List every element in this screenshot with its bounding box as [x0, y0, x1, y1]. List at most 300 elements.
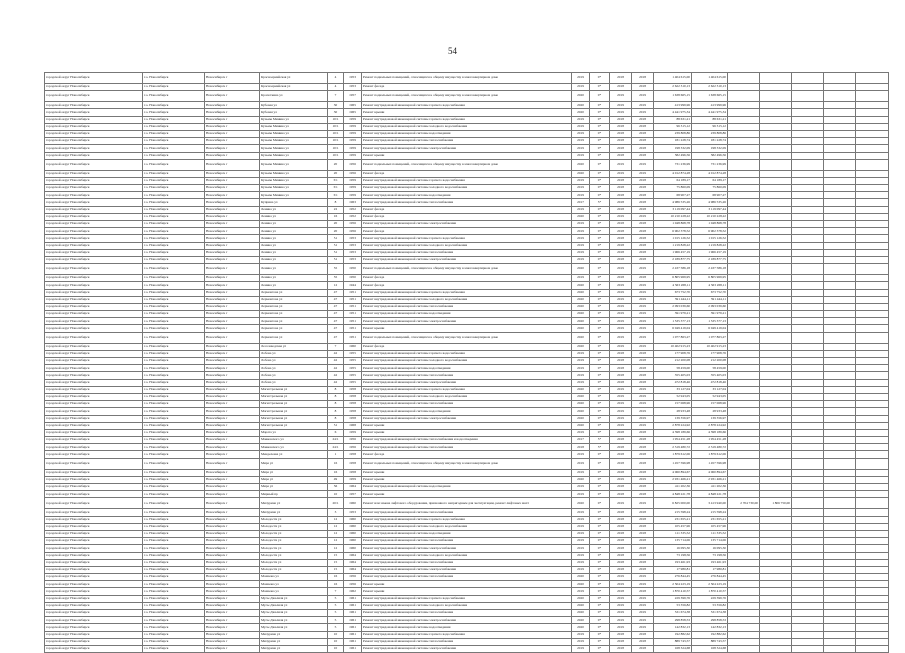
- cell-e1: [792, 559, 824, 566]
- cell-y1: 2020: [572, 581, 590, 588]
- cell-s1: 10 402 915,23: [654, 343, 692, 350]
- cell-p: 0*: [590, 422, 610, 429]
- cell-s2: 6 902 378,52: [692, 228, 728, 235]
- cell-work: Ремонт или замена лифтового оборудования, признанного непригодным для эксплуатации, ремонт лифтовых шахт: [362, 498, 572, 509]
- cell-h: 51: [328, 256, 344, 263]
- cell-city: г.о. Новосибирск: [143, 116, 205, 123]
- table-row: [45, 538, 889, 545]
- cell-loc: Новосибирск г: [205, 386, 260, 393]
- cell-e3: [856, 325, 889, 332]
- cell-yr: 1955: [344, 350, 362, 357]
- cell-s4: [760, 102, 792, 109]
- cell-e2: [824, 498, 856, 509]
- cell-street: Ленина ул: [260, 282, 328, 289]
- cell-yr: 1956: [344, 574, 362, 581]
- cell-mo: городской округ Новосибирск: [45, 213, 143, 220]
- cell-loc: Новосибирск г: [205, 408, 260, 415]
- cell-e3: [856, 552, 889, 559]
- cell-s4: [760, 595, 792, 602]
- cell-s4: [760, 73, 792, 84]
- cell-h: 10/1: [328, 130, 344, 137]
- cell-loc: Новосибирск г: [205, 138, 260, 145]
- cell-e3: [856, 469, 889, 476]
- cell-street: Марата ул: [260, 429, 328, 436]
- cell-e1: [792, 509, 824, 516]
- cell-s4: [760, 318, 792, 325]
- cell-street: Красноармейская ул: [260, 73, 328, 84]
- cell-yr: 1961: [344, 602, 362, 609]
- cell-e1: [792, 73, 824, 84]
- cell-yr: 1950: [344, 275, 362, 282]
- cell-p: 0*: [590, 152, 610, 159]
- cell-s3: [728, 109, 760, 116]
- cell-mo: городской округ Новосибирск: [45, 595, 143, 602]
- table-row: [45, 289, 889, 296]
- cell-b: 2019: [632, 332, 654, 343]
- cell-s3: [728, 574, 760, 581]
- cell-loc: Новосибирск г: [205, 242, 260, 249]
- cell-yr: 1959: [344, 123, 362, 130]
- cell-a: 2018: [610, 458, 632, 469]
- cell-a: 2018: [610, 559, 632, 566]
- cell-s1: 239 808,86: [654, 130, 692, 137]
- cell-a: 2018: [610, 631, 632, 638]
- cell-city: г.о. Новосибирск: [143, 249, 205, 256]
- cell-yr: 1950: [344, 264, 362, 275]
- cell-s2: 181 228,74: [692, 138, 728, 145]
- cell-s4: [760, 638, 792, 645]
- cell-a: 2019: [610, 602, 632, 609]
- cell-s1: 1 048 868,78: [654, 221, 692, 228]
- cell-p: 0*: [590, 325, 610, 332]
- cell-yr: 1960: [344, 530, 362, 537]
- cell-e3: [856, 235, 889, 242]
- cell-e1: [792, 566, 824, 573]
- cell-e1: [792, 296, 824, 303]
- cell-h: 12: [328, 516, 344, 523]
- cell-mo: городской округ Новосибирск: [45, 192, 143, 199]
- cell-e1: [792, 372, 824, 379]
- cell-street: Молодости ул: [260, 545, 328, 552]
- cell-e3: [856, 498, 889, 509]
- cell-yr: 1958: [344, 393, 362, 400]
- cell-s1: 1 077 863,27: [654, 332, 692, 343]
- cell-yr: 1944: [344, 282, 362, 289]
- cell-y1: 2019: [572, 206, 590, 213]
- cell-b: 2018: [632, 123, 654, 130]
- cell-street: Ленина ул: [260, 242, 328, 249]
- cell-yr: 1953: [344, 249, 362, 256]
- cell-y1: 2020: [572, 296, 590, 303]
- cell-s1: 231 655,21: [654, 516, 692, 523]
- cell-e3: [856, 73, 889, 84]
- cell-work: Ремонт внутридомовой инженерной системы холодного водоснабжения: [362, 123, 572, 130]
- cell-p: 0*: [590, 624, 610, 631]
- cell-work: Ремонт крыши: [362, 581, 572, 588]
- cell-y1: 2019: [572, 256, 590, 263]
- cell-a: 2019: [610, 408, 632, 415]
- cell-work: Ремонт крыши: [362, 152, 572, 159]
- cell-a: 2018: [610, 491, 632, 498]
- cell-a: 2019: [610, 109, 632, 116]
- table-row: [45, 444, 889, 451]
- cell-s4: [760, 631, 792, 638]
- cell-mo: городской округ Новосибирск: [45, 476, 143, 483]
- cell-mo: городской округ Новосибирск: [45, 523, 143, 530]
- cell-s4: [760, 249, 792, 256]
- cell-city: г.о. Новосибирск: [143, 289, 205, 296]
- cell-e3: [856, 130, 889, 137]
- cell-e2: [824, 249, 856, 256]
- cell-mo: городской округ Новосибирск: [45, 588, 143, 595]
- cell-p: 0*: [590, 358, 610, 365]
- cell-city: г.о. Новосибирск: [143, 130, 205, 137]
- cell-e2: [824, 350, 856, 357]
- cell-s1: 88 631,21: [654, 116, 692, 123]
- cell-s4: [760, 145, 792, 152]
- cell-s2: 3 119 097,44: [692, 206, 728, 213]
- cell-e1: [792, 235, 824, 242]
- cell-s1: 1 219 828,22: [654, 242, 692, 249]
- cell-work: Ремонт внутридомовой инженерной системы водоотведения: [362, 530, 572, 537]
- cell-mo: городской округ Новосибирск: [45, 221, 143, 228]
- cell-p: 0*: [590, 242, 610, 249]
- cell-mo: городской округ Новосибирск: [45, 645, 143, 652]
- cell-mo: городской округ Новосибирск: [45, 408, 143, 415]
- cell-y1: 2019: [572, 559, 590, 566]
- cell-s1: 531 674,38: [654, 610, 692, 617]
- cell-s3: [728, 588, 760, 595]
- cell-loc: Новосибирск г: [205, 581, 260, 588]
- cell-mo: городской округ Новосибирск: [45, 358, 143, 365]
- cell-s3: 2 704 730,00: [728, 498, 760, 509]
- cell-work: Ремонт внутридомовой инженерной системы теплоснабжения: [362, 538, 572, 545]
- cell-loc: Новосибирск г: [205, 444, 260, 451]
- cell-street: Ленина ул: [260, 275, 328, 282]
- cell-s4: [760, 476, 792, 483]
- cell-b: 2018: [632, 437, 654, 444]
- cell-y1: 2019: [572, 350, 590, 357]
- cell-y1: 2019: [572, 365, 590, 372]
- cell-p: 0*: [590, 574, 610, 581]
- cell-y1: 2019: [572, 638, 590, 645]
- cell-street: Мира ул: [260, 484, 328, 491]
- cell-mo: городской округ Новосибирск: [45, 159, 143, 170]
- cell-loc: Новосибирск г: [205, 365, 260, 372]
- cell-e3: [856, 545, 889, 552]
- table-row: [45, 386, 889, 393]
- cell-loc: Новосибирск г: [205, 289, 260, 296]
- cell-city: г.о. Новосибирск: [143, 617, 205, 624]
- cell-h: 5: [328, 617, 344, 624]
- cell-street: Кубовая ул: [260, 109, 328, 116]
- cell-s1: 4 012 874,28: [654, 170, 692, 177]
- cell-city: г.о. Новосибирск: [143, 102, 205, 109]
- cell-mo: городской округ Новосибирск: [45, 73, 143, 84]
- cell-s2: 6 049 419,04: [692, 325, 728, 332]
- cell-e1: [792, 289, 824, 296]
- table-row: [45, 159, 889, 170]
- cell-loc: Новосибирск г: [205, 530, 260, 537]
- cell-street: Лермонтова ул: [260, 296, 328, 303]
- cell-b: 2018: [632, 491, 654, 498]
- cell-e1: [792, 123, 824, 130]
- table-row: [45, 318, 889, 325]
- cell-e1: [792, 617, 824, 624]
- cell-e3: [856, 484, 889, 491]
- cell-yr: 1959: [344, 152, 362, 159]
- cell-s3: [728, 102, 760, 109]
- cell-e1: [792, 185, 824, 192]
- cell-b: 2019: [632, 91, 654, 102]
- cell-s3: [728, 437, 760, 444]
- cell-a: 2019: [610, 386, 632, 393]
- cell-b: 2018: [632, 444, 654, 451]
- cell-p: 0*: [590, 365, 610, 372]
- cell-street: Лесозаводская ул: [260, 343, 328, 350]
- cell-work: Ремонт внутридомовой инженерной системы холодного водоснабжения: [362, 242, 572, 249]
- cell-e3: [856, 343, 889, 350]
- cell-s4: [760, 624, 792, 631]
- cell-s3: [728, 386, 760, 393]
- cell-s4: [760, 552, 792, 559]
- cell-e3: [856, 289, 889, 296]
- cell-s4: [760, 282, 792, 289]
- cell-h: 24/1: [328, 437, 344, 444]
- cell-e2: [824, 235, 856, 242]
- cell-loc: Новосибирск г: [205, 458, 260, 469]
- cell-s4: [760, 199, 792, 206]
- cell-yr: 1968: [344, 422, 362, 429]
- cell-e2: [824, 109, 856, 116]
- cell-s3: [728, 303, 760, 310]
- cell-mo: городской округ Новосибирск: [45, 638, 143, 645]
- cell-e3: [856, 185, 889, 192]
- cell-e1: [792, 282, 824, 289]
- cell-yr: 1953: [344, 84, 362, 91]
- cell-h: 47: [328, 311, 344, 318]
- cell-s3: [728, 145, 760, 152]
- cell-p: 0*: [590, 638, 610, 645]
- cell-s2: 16 095,30: [692, 545, 728, 552]
- cell-mo: городской округ Новосибирск: [45, 451, 143, 458]
- cell-s4: [760, 429, 792, 436]
- cell-y1: 2019: [572, 116, 590, 123]
- cell-mo: городской округ Новосибирск: [45, 498, 143, 509]
- cell-loc: Новосибирск г: [205, 437, 260, 444]
- cell-city: г.о. Новосибирск: [143, 588, 205, 595]
- cell-p: 0*: [590, 296, 610, 303]
- cell-s4: [760, 458, 792, 469]
- cell-e2: [824, 296, 856, 303]
- cell-p: 0*: [590, 145, 610, 152]
- cell-s4: [760, 159, 792, 170]
- cell-p: 0*: [590, 610, 610, 617]
- table-row: [45, 429, 889, 436]
- cell-e1: [792, 221, 824, 228]
- cell-s1: 2 504 223,19: [654, 581, 692, 588]
- cell-s1: 673 752,70: [654, 289, 692, 296]
- cell-a: 2018: [610, 221, 632, 228]
- cell-mo: городской округ Новосибирск: [45, 138, 143, 145]
- cell-a: 2018: [610, 552, 632, 559]
- cell-s2: 96 315,12: [692, 123, 728, 130]
- cell-a: 2019: [610, 159, 632, 170]
- cell-work: Ремонт внутридомовой инженерной системы холодного водоснабжения: [362, 393, 572, 400]
- cell-y1: 2019: [572, 221, 590, 228]
- cell-loc: Новосибирск г: [205, 595, 260, 602]
- cell-e1: [792, 574, 824, 581]
- cell-s2: 2 504 223,19: [692, 581, 728, 588]
- cell-e2: [824, 303, 856, 310]
- cell-b: 2019: [632, 318, 654, 325]
- cell-s4: [760, 379, 792, 386]
- cell-loc: Новосибирск г: [205, 498, 260, 509]
- cell-b: 2019: [632, 595, 654, 602]
- cell-s2: 215 598,24: [692, 509, 728, 516]
- cell-b: 2018: [632, 206, 654, 213]
- cell-s3: [728, 177, 760, 184]
- cell-loc: Новосибирск г: [205, 282, 260, 289]
- cell-a: 2018: [610, 638, 632, 645]
- cell-s3: [728, 624, 760, 631]
- cell-yr: 1963: [344, 199, 362, 206]
- cell-y1: 2018: [572, 444, 590, 451]
- cell-a: 2019: [610, 102, 632, 109]
- cell-h: 5: [328, 602, 344, 609]
- cell-mo: городской округ Новосибирск: [45, 484, 143, 491]
- cell-e1: [792, 415, 824, 422]
- cell-e3: [856, 221, 889, 228]
- cell-yr: 1951: [344, 296, 362, 303]
- cell-city: г.о. Новосибирск: [143, 645, 205, 652]
- cell-city: г.о. Новосибирск: [143, 458, 205, 469]
- cell-s4: [760, 566, 792, 573]
- cell-loc: Новосибирск г: [205, 617, 260, 624]
- cell-s4: [760, 484, 792, 491]
- cell-city: г.о. Новосибирск: [143, 545, 205, 552]
- cell-loc: Новосибирск г: [205, 429, 260, 436]
- cell-b: 2019: [632, 109, 654, 116]
- cell-s1: 591 444,11: [654, 296, 692, 303]
- cell-y1: 2019: [572, 516, 590, 523]
- cell-h: 3/1: [328, 185, 344, 192]
- cell-city: г.о. Новосибирск: [143, 350, 205, 357]
- cell-h: 16: [328, 469, 344, 476]
- cell-yr: 1959: [344, 429, 362, 436]
- cell-street: Лермонтова ул: [260, 332, 328, 343]
- cell-e3: [856, 602, 889, 609]
- cell-loc: Новосибирск г: [205, 523, 260, 530]
- cell-h: 47: [328, 289, 344, 296]
- cell-yr: 1958: [344, 401, 362, 408]
- cell-a: 2018: [610, 152, 632, 159]
- cell-loc: Новосибирск г: [205, 221, 260, 228]
- cell-y1: 2019: [572, 242, 590, 249]
- cell-e3: [856, 177, 889, 184]
- cell-s1: 472 818,46: [654, 379, 692, 386]
- cell-s2: 1 638 665,15: [692, 91, 728, 102]
- cell-s4: [760, 289, 792, 296]
- cell-e2: [824, 275, 856, 282]
- cell-city: г.о. Новосибирск: [143, 296, 205, 303]
- cell-s1: 177 908,76: [654, 350, 692, 357]
- cell-e2: [824, 422, 856, 429]
- cell-loc: Новосибирск г: [205, 491, 260, 498]
- cell-e1: [792, 177, 824, 184]
- cell-e2: [824, 631, 856, 638]
- cell-loc: Новосибирск г: [205, 264, 260, 275]
- cell-city: г.о. Новосибирск: [143, 145, 205, 152]
- cell-a: 2019: [610, 332, 632, 343]
- cell-p: 0*: [590, 116, 610, 123]
- cell-a: 2018: [610, 484, 632, 491]
- cell-e1: [792, 358, 824, 365]
- cell-work: Ремонт фасада: [362, 228, 572, 235]
- cell-mo: городской округ Новосибирск: [45, 437, 143, 444]
- cell-loc: Новосибирск г: [205, 123, 260, 130]
- cell-s2: 88 631,21: [692, 116, 728, 123]
- cell-a: 2018: [610, 545, 632, 552]
- cell-p: 0*: [590, 386, 610, 393]
- cell-s1: 889 743,57: [654, 638, 692, 645]
- cell-s2: 582 496,56: [692, 152, 728, 159]
- cell-h: 15: [328, 559, 344, 566]
- cell-work: Ремонт внутридомовой инженерной системы электроснабжения: [362, 318, 572, 325]
- cell-b: 2018: [632, 145, 654, 152]
- cell-yr: 1958: [344, 458, 362, 469]
- cell-b: 2018: [632, 185, 654, 192]
- cell-e3: [856, 429, 889, 436]
- cell-a: 2019: [610, 170, 632, 177]
- cell-s2: 1 870 410,57: [692, 588, 728, 595]
- cell-e2: [824, 415, 856, 422]
- cell-s4: [760, 358, 792, 365]
- cell-work: Ремонт внутридомовой инженерной системы горячего водоснабжения: [362, 102, 572, 109]
- cell-e3: [856, 311, 889, 318]
- cell-s1: 2 189 877,75: [654, 256, 692, 263]
- cell-e3: [856, 228, 889, 235]
- cell-mo: городской округ Новосибирск: [45, 429, 143, 436]
- cell-y1: 2019: [572, 552, 590, 559]
- cell-s4: [760, 372, 792, 379]
- cell-a: 2018: [610, 451, 632, 458]
- cell-h: 20: [328, 228, 344, 235]
- cell-s1: 2 878 224,92: [654, 422, 692, 429]
- cell-b: 2018: [632, 509, 654, 516]
- table-row: [45, 102, 889, 109]
- cell-s3: [728, 469, 760, 476]
- cell-loc: Новосибирск г: [205, 588, 260, 595]
- cell-e3: [856, 491, 889, 498]
- cell-s2: 33 127,04: [692, 386, 728, 393]
- cell-s1: 181 228,74: [654, 138, 692, 145]
- cell-street: Мира ул: [260, 469, 328, 476]
- cell-e2: [824, 530, 856, 537]
- cell-street: Ленина ул: [260, 221, 328, 228]
- cell-s1: 1 457 596,98: [654, 458, 692, 469]
- cell-loc: Новосибирск г: [205, 516, 260, 523]
- cell-s3: [728, 332, 760, 343]
- cell-b: 2018: [632, 138, 654, 145]
- cell-mo: городской округ Новосибирск: [45, 631, 143, 638]
- cell-p: 0*: [590, 130, 610, 137]
- cell-s3: [728, 159, 760, 170]
- cell-a: 2018: [610, 235, 632, 242]
- table-row: [45, 138, 889, 145]
- cell-e3: [856, 199, 889, 206]
- cell-s4: [760, 451, 792, 458]
